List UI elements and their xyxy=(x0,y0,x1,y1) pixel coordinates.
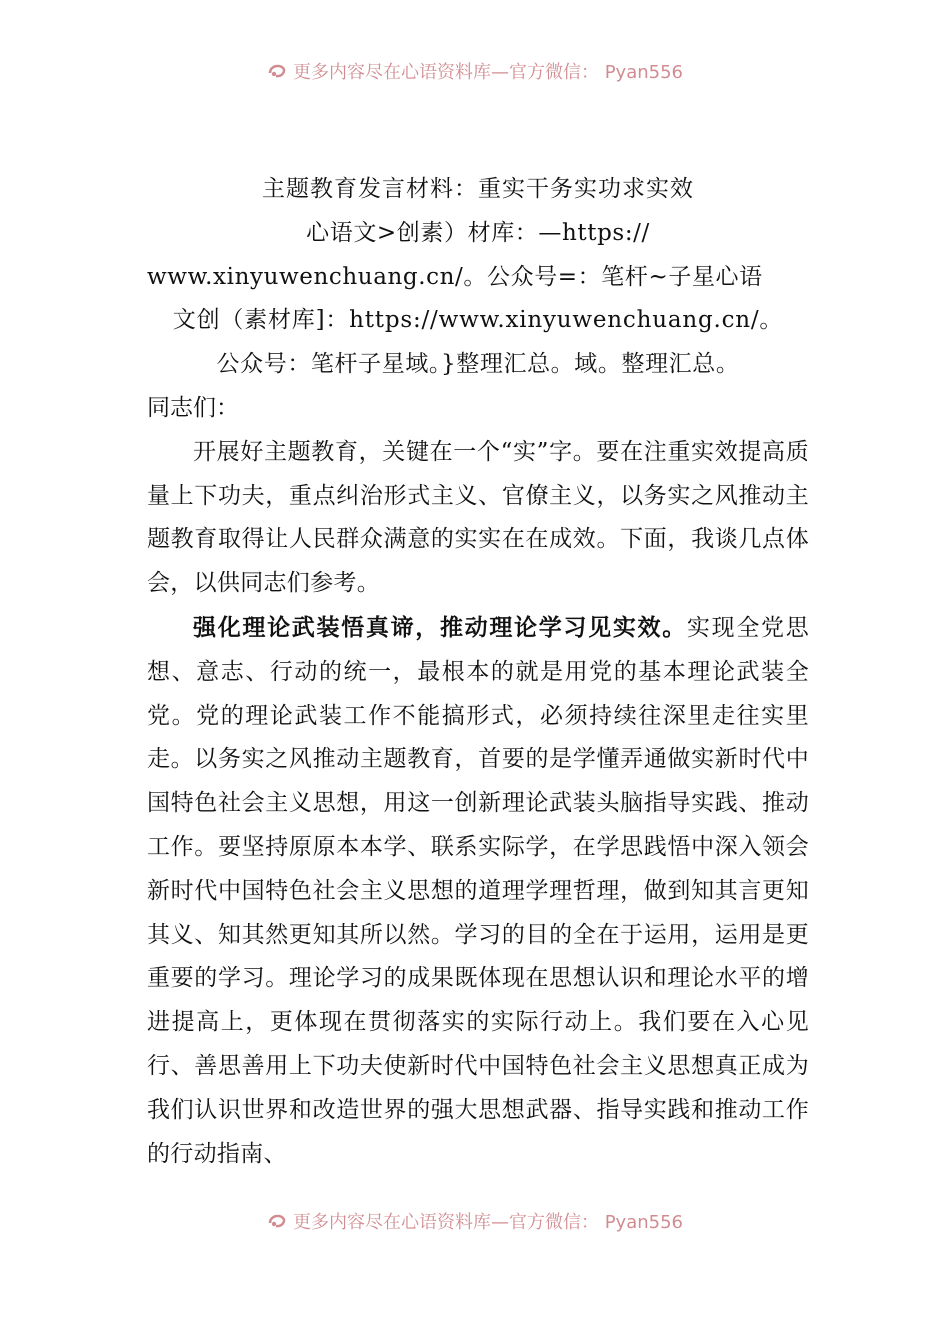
source-line-1: 心语文>创素）材库：—https:// xyxy=(306,219,650,246)
watermark-logo-icon xyxy=(267,1211,287,1231)
watermark-text: 更多内容尽在心语资料库—官方微信： Pyan556 xyxy=(292,62,684,83)
document-title: 主题教育发言材料：重实干务实功求实效 xyxy=(262,176,694,202)
paragraph-body: 实现全党思想、意志、行动的统一，最根本的就是用党的基本理论武装全党。党的理论武装工作不能搞形式，必须持续往深里走往实里走。以务实之风推动主题教育，首要的是学懂弄通做实新时代中国特色社会主义思想，用这一创新理论武装头脑指导实践、推动工作。要坚持原原本本学、联系实际学，在学思践悟中深入领会新时代中国特色社会主义思想的道理学理哲理，做到知其言更知其义、知其然更知其所以然。学习的目的全在于运用，运用是更重要的学习。理论学习的成果既体现在思想认识和理论水平的增进提高上，更体现在贯彻落实的实际行动上。我们要在入心见行、善思善用上下功夫使新时代中国特色社会主义思想真正成为我们认识世界和改造世界的强大思想武器、指导实践和推动工作的行动指南、 xyxy=(147,614,810,1167)
watermark-logo-icon xyxy=(267,61,287,81)
source-line-2: www.xinyuwenchuang.cn/。公众号=：笔杆~子星心语 xyxy=(147,263,763,290)
paragraph-heading: 强化理论武装悟真谛，推动理论学习见实效。 xyxy=(193,613,687,641)
paragraph-intro: 开展好主题教育，关键在一个“实”字。要在注重实效提高质量上下功夫，重点纠治形式主义、官僚主义，以务实之风推动主题教育取得让人民群众满意的实实在在成效。下面，我谈几点体会，以供同志们参考。 xyxy=(147,438,809,597)
source-line-3: 文创（素材库]：https://www.xinyuwenchuang.cn/。 xyxy=(172,307,784,334)
paragraph-theory xyxy=(147,606,809,1176)
watermark-text: 更多内容尽在心语资料库—官方微信： Pyan556 xyxy=(292,1212,684,1233)
watermark-header xyxy=(0,58,950,84)
salutation: 同志们： xyxy=(147,394,239,421)
source-line-4: 公众号：笔杆子星域。}整理汇总。域。整理汇总。 xyxy=(216,351,740,378)
watermark-footer xyxy=(0,1208,950,1234)
document-body xyxy=(147,168,809,1176)
